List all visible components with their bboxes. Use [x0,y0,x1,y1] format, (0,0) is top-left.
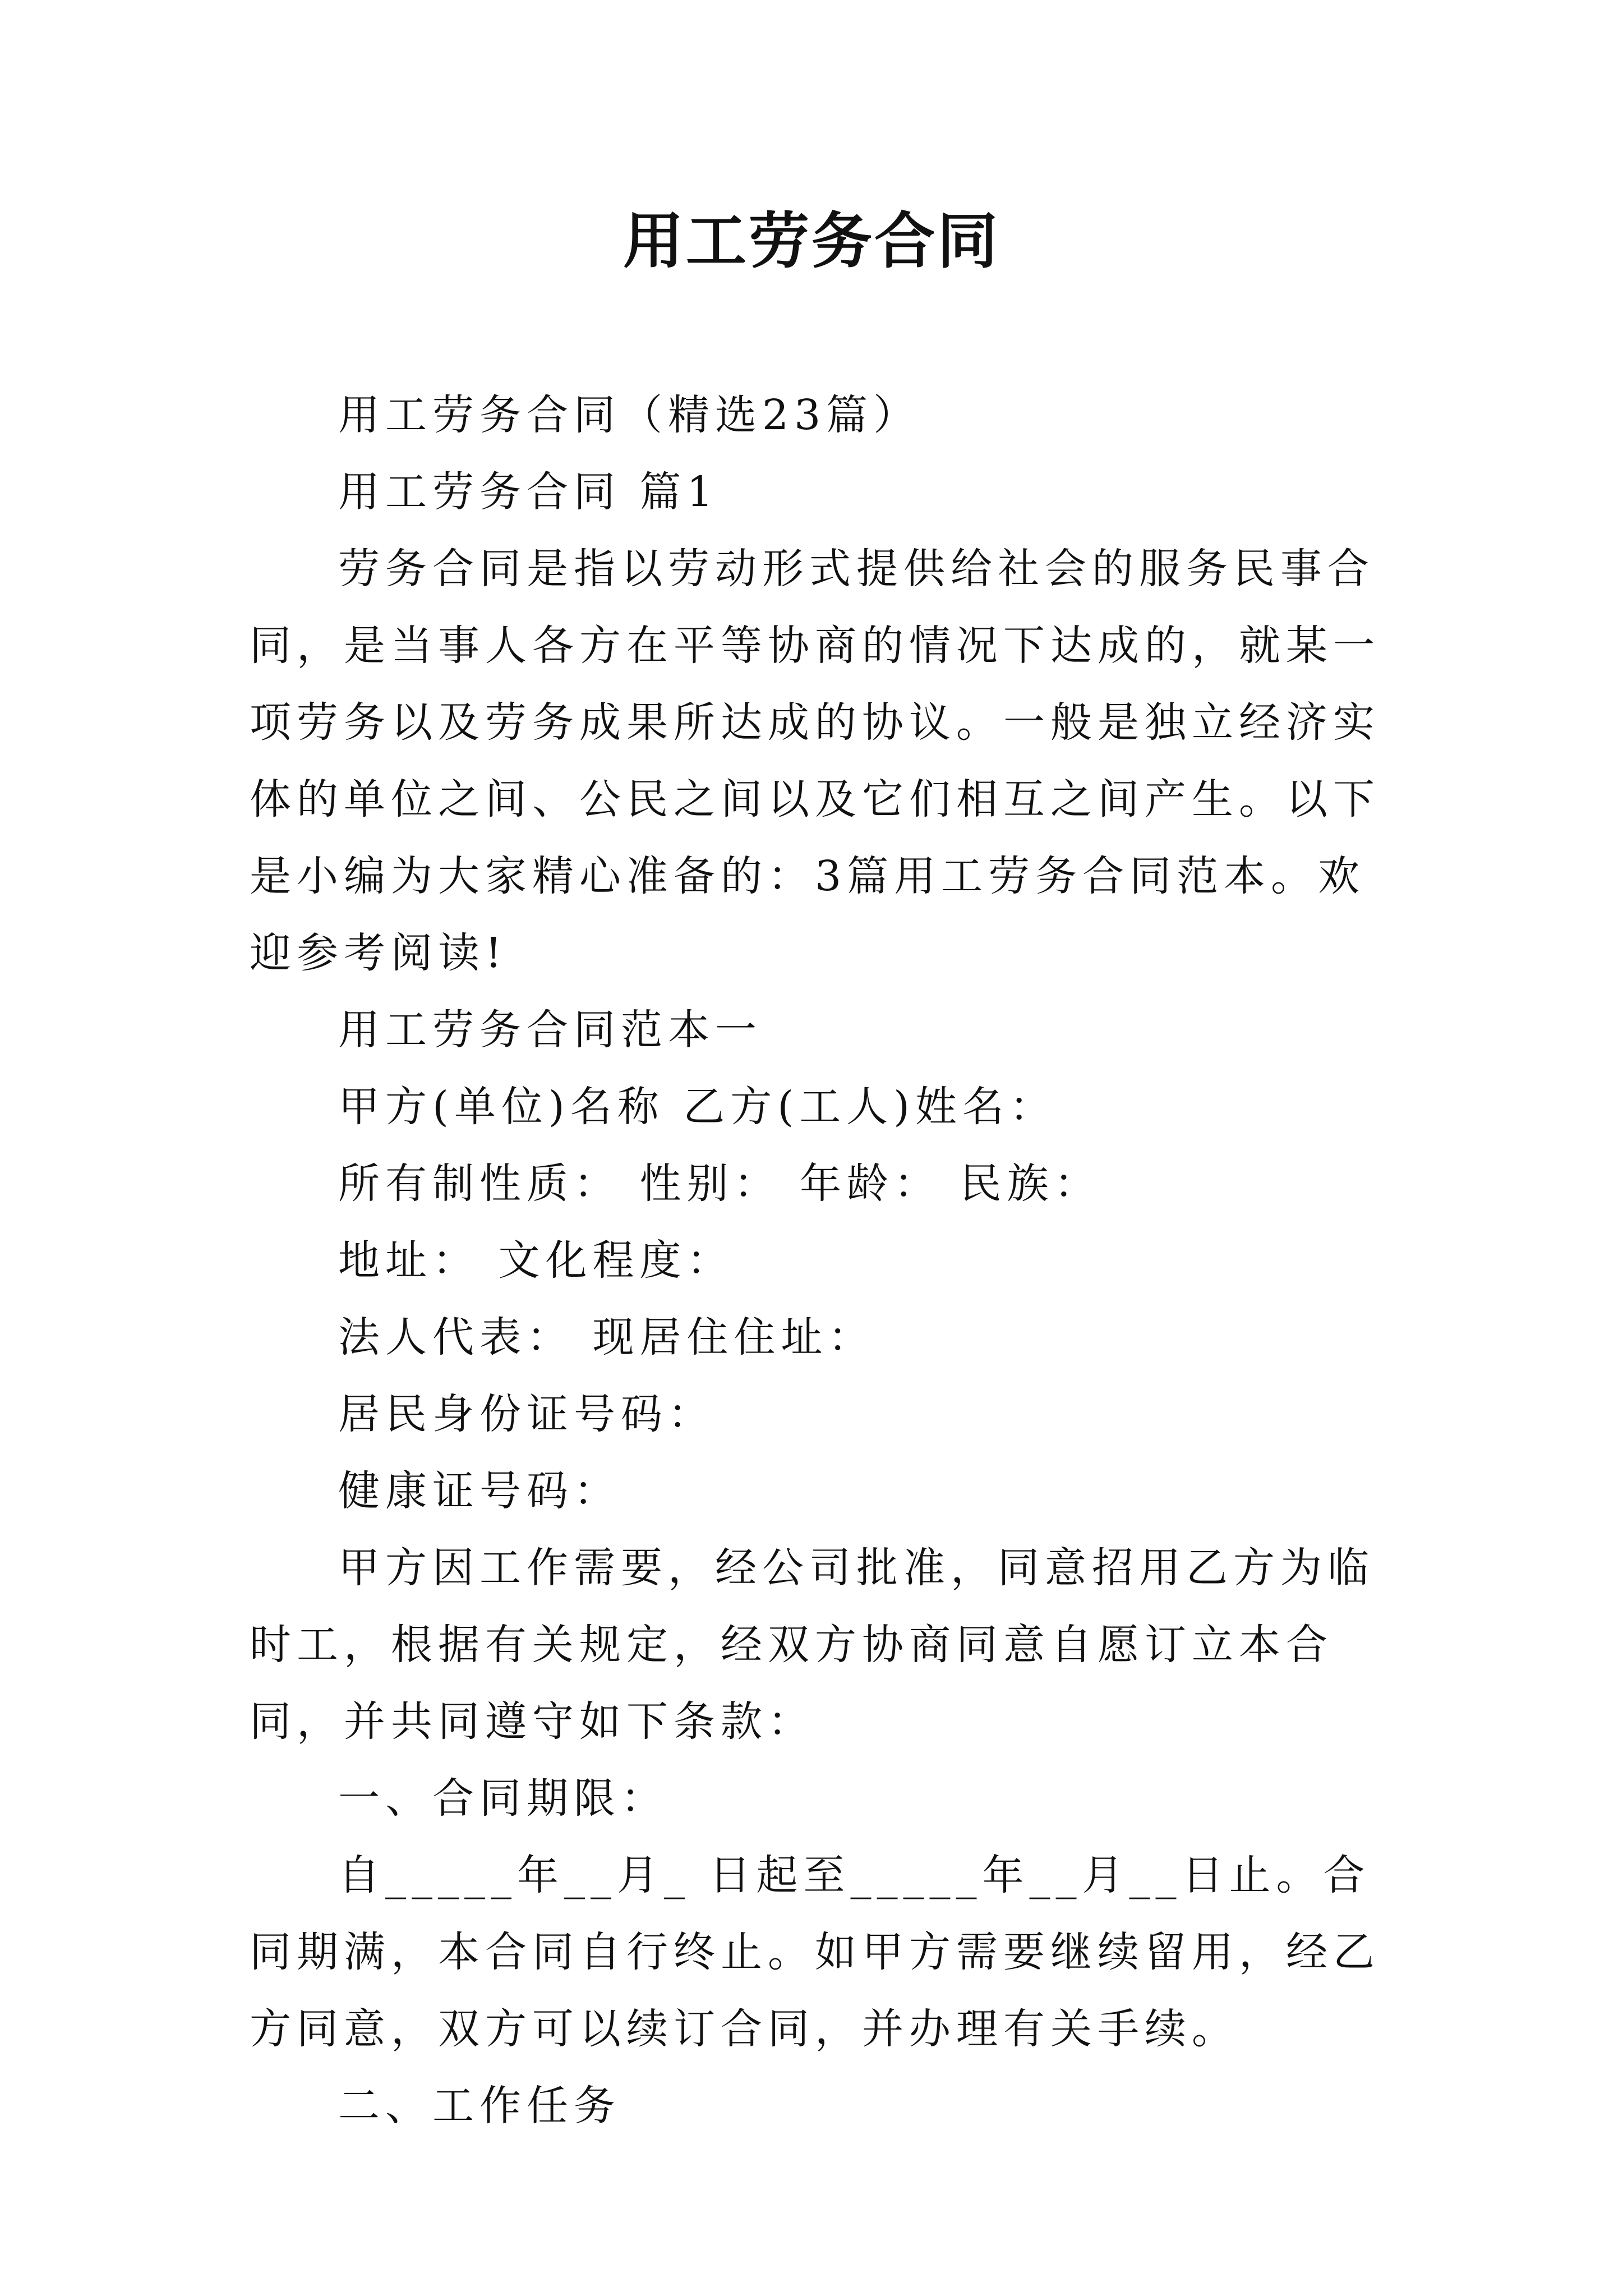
paragraph-sample-heading: 用工劳务合同范本一 [338,1006,762,1054]
paragraph-employment-agreement: 甲方因工作需要，经公司批准，同意招用乙方为临时工，根据有关规定，经双方协商同意自愿订立本合同，并共同遵守如下条款： [250,1544,1375,1746]
document-body [250,377,1388,2145]
paragraph-address-education: 地址： 文化程度： [338,1236,734,1285]
paragraph-article-heading: 用工劳务合同 篇1 [338,468,719,516]
paragraph-legal-representative: 法人代表： 现居住住址： [338,1313,875,1361]
paragraph-term-heading: 一、合同期限： [338,1774,668,1823]
paragraph-health-certificate: 健康证号码： [338,1467,621,1515]
paragraph-id-number: 居民身份证号码： [338,1390,715,1438]
paragraph-ownership-info: 所有制性质： 性别： 年龄： 民族： [338,1159,1101,1208]
paragraph-contract-term: 自_____年__月_ 日起至_____年__月__日止。合同期满，本合同自行终止。如甲方需要继续留用，经乙方同意，双方可以续订合同，并办理有关手续。 [250,1851,1380,2053]
paragraph-selection-heading: 用工劳务合同（精选23篇） [338,391,921,439]
paragraph-introduction: 劳务合同是指以劳动形式提供给社会的服务民事合同，是当事人各方在平等协商的情况下达成的，就某一项劳务以及劳务成果所达成的协议。一般是独立经济实体的单位之间、公民之间以及它们相互之间产生。以下是小编为大家精心准备的：3篇用工劳务合同范本。欢迎参考阅读! [250,545,1380,977]
document-title: 用工劳务合同 [623,206,1000,277]
paragraph-work-task-heading: 二、工作任务 [338,2082,621,2130]
paragraph-party-names: 甲方(单位)名称 乙方(工人)姓名： [338,1083,1057,1131]
